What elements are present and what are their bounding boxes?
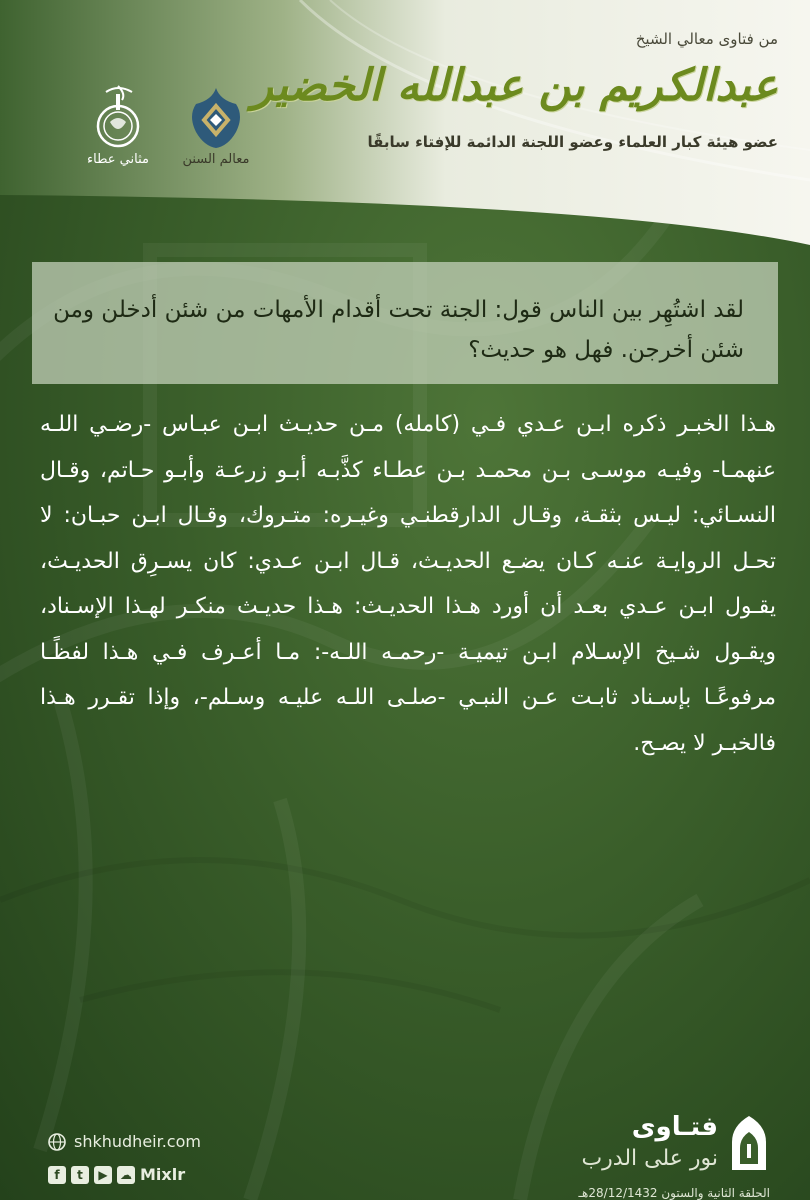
program-title: فتـاوى bbox=[631, 1112, 718, 1142]
program-info bbox=[530, 1112, 770, 1200]
sheikh-subtitle: عضو هيئة كبار العلماء وعضو اللجنة الدائمة للإفتاء سابقًا bbox=[367, 133, 778, 151]
website-link[interactable]: shkhudheir.com bbox=[74, 1132, 201, 1151]
maalim-alsunan-logo bbox=[184, 86, 248, 150]
question-text: لقد اشتُهِر بين الناس قول: الجنة تحت أقدام الأمهات من شئن أدخلن ومن شئن أخرجن. فهل هو حديث؟ bbox=[53, 297, 744, 363]
maalim-alsunan-label: معالم السنن bbox=[182, 152, 250, 167]
answer-text: هـذا الخبـر ذكره ابـن عـدي فـي (كامله) مـن حديـث ابـن عبـاس -رضـي اللـه عنهمـا- وفيـه موسـى بـن محمـد بـن عطـاء كذَّبـه أبـو زرعـة وأبـو حـاتم، وقـال النسـائي: ليـس بثقـة، وقـال الدارقطنـي وغيـره: متـروك، وقـال ابـن حبـان: لا تحـل الروايـة عنـه كـان يضـع الحديـث، قـال ابـن عـدي: كان يسـرِق الحديـث، يقـول ابـن عـدي بعـد أن أورد هـذا الحديـث: هـذا حديـث منكـر لهـذا الإسـناد، ويقـول شـيخ الإسـلام ابـن تيميـة -رحمـه اللـه-: مـا أعـرف فـي هـذا لفظًـا مرفوعًـا بإسـناد ثابـت عـن النبـي -صلـى اللـه عليـه وسـلم-، وإذا تقـرر هـذا فالخبـر لا يصـح. bbox=[40, 412, 776, 756]
program-name: نور على الدرب bbox=[581, 1146, 718, 1171]
sheikh-name: عبدالكريم بن عبدالله الخضير bbox=[251, 60, 778, 111]
footer-contacts bbox=[48, 1132, 201, 1184]
website-row[interactable] bbox=[48, 1132, 201, 1151]
youtube-icon[interactable]: ▶ bbox=[94, 1166, 112, 1184]
facebook-icon[interactable]: f bbox=[48, 1166, 66, 1184]
header-banner bbox=[0, 0, 810, 245]
mathani-label: مثاني عطاء bbox=[87, 152, 149, 167]
minaret-icon bbox=[728, 1114, 770, 1172]
soundcloud-icon[interactable]: ☁ bbox=[117, 1166, 135, 1184]
mathani-logo bbox=[92, 84, 144, 154]
question-box bbox=[32, 262, 778, 384]
twitter-icon[interactable]: t bbox=[71, 1166, 89, 1184]
mixlr-link[interactable]: Mixlr bbox=[140, 1165, 186, 1184]
social-row bbox=[48, 1165, 201, 1184]
pre-title: من فتاوى معالي الشيخ bbox=[635, 30, 778, 48]
globe-icon bbox=[48, 1133, 66, 1151]
answer-body bbox=[40, 402, 776, 766]
episode-info: الحلقة الثانية والستون 28/12/1432هـ bbox=[578, 1186, 770, 1200]
